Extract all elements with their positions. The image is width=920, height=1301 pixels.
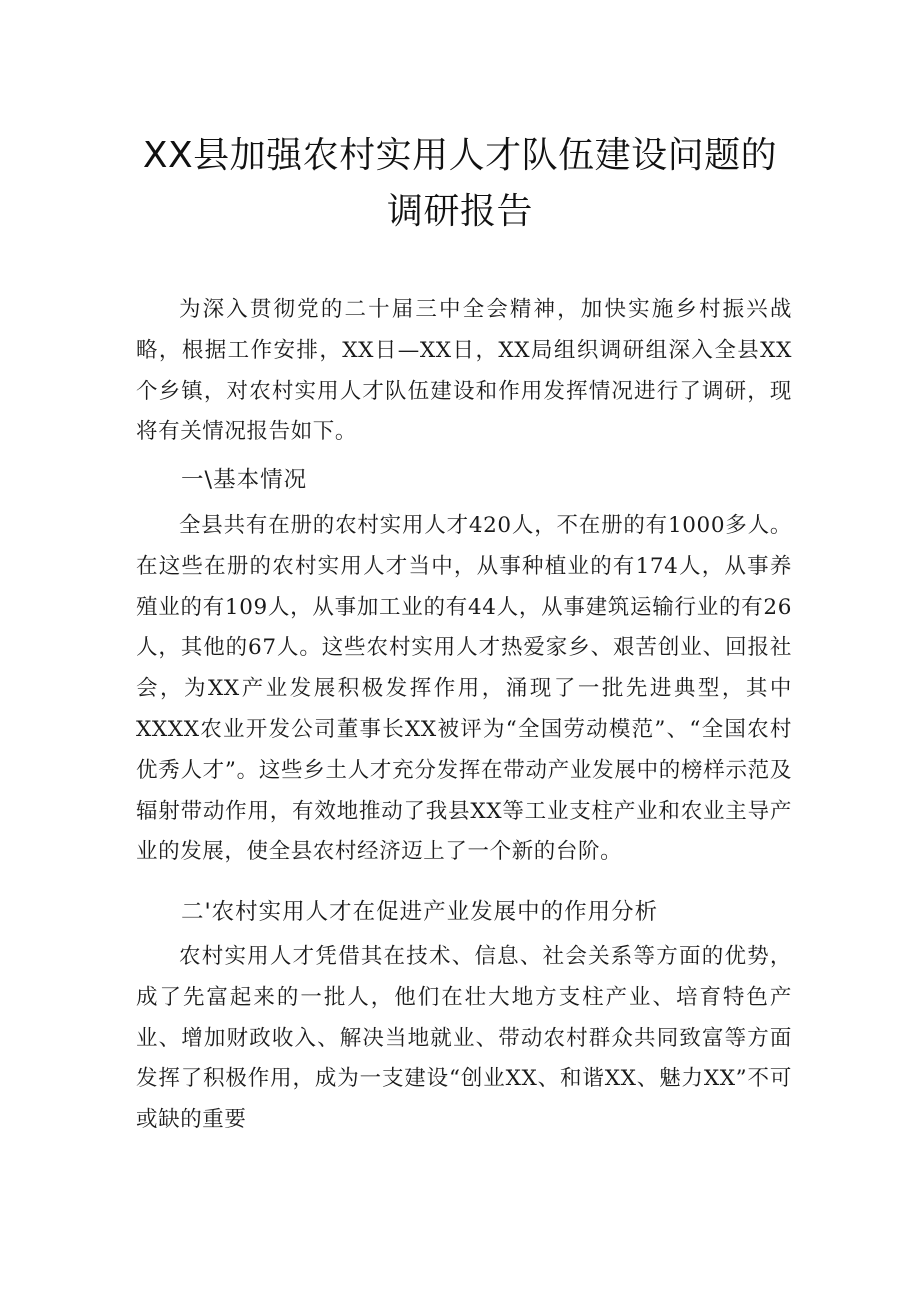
- intro-paragraph: 为深入贯彻党的二十届三中全会精神，加快实施乡村振兴战略，根据工作安排，XX日—XX日，XX局组织调研组深入全县XX个乡镇，对农村实用人才队伍建设和作用发挥情况进行了调研，现将有关情况报告如下。: [136, 297, 792, 445]
- section-paragraph-basic: 全县共有在册的农村实用人才420人，不在册的有1000多人。在这些在册的农村实用人才当中，从事种植业的有174人，从事养殖业的有109人，从事加工业的有44人，从事建筑运输行业的有26人，其他的67人。这些农村实用人才热爱家乡、艰苦创业、回报社会，为XX产业发展积极发挥作用，涌现了一批先进典型，其中XXXX农业开发公司董事长XX被评为“全国劳动模范”、“全国农村优秀人才”。这些乡土人才充分发挥在带动产业发展中的榜样示范及辐射带动作用，有效地推动了我县XX等工业支柱产业和农业主导产业的发展，使全县农村经济迈上了一个新的台阶。: [136, 513, 792, 865]
- document-title: XX县加强农村实用人才队伍建设问题的调研报告: [142, 135, 778, 232]
- section-paragraph-role-analysis: 农村实用人才凭借其在技术、信息、社会关系等方面的优势，成了先富起来的一批人，他们在壮大地方支柱产业、培育特色产业、增加财政收入、解决当地就业、带动农村群众共同致富等方面发挥了积极作用，成为一支建设“创业XX、和谐XX、魅力XX”不可或缺的重要: [136, 944, 792, 1133]
- section-heading-role-analysis: 二'农村实用人才在促进产业发展中的作用分析: [181, 899, 659, 925]
- section-heading-basic: 一\基本情况: [181, 467, 308, 493]
